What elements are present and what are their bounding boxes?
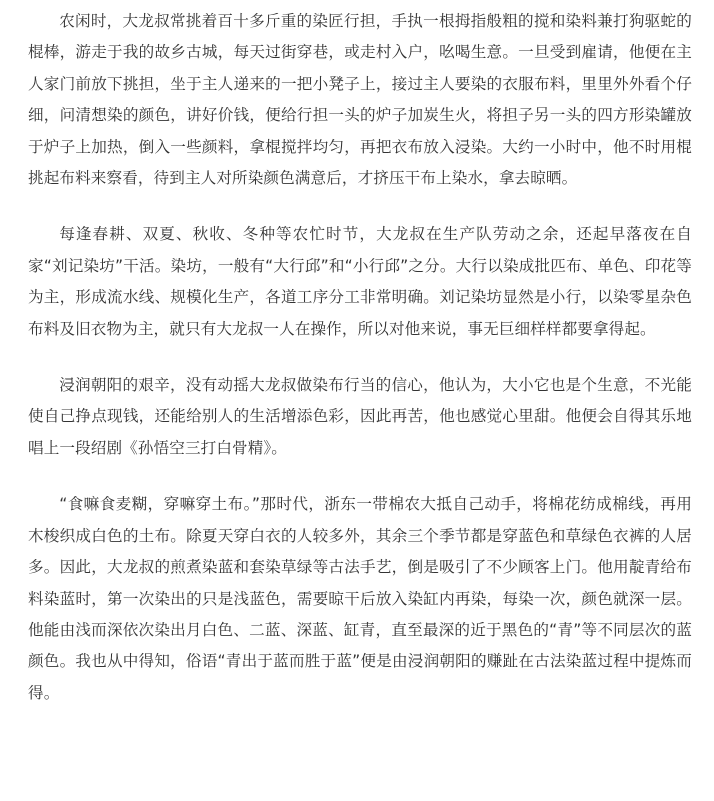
paragraph-3: 浸润朝阳的艰辛，没有动摇大龙叔做染布行当的信心，他认为，大小它也是个生意，不光能使自己挣点现钱，还能给别人的生活增添色彩，因此再苦，他也感觉心里甜。他便会自得其乐地唱上一段绍剧《孙悟空三打白骨精》。 [28, 376, 692, 457]
paragraph-2: 每逢春耕、双夏、秋收、冬种等农忙时节，大龙叔在生产队劳动之余，还起早落夜在自家“刘记染坊”干活。染坊，一般有“大行邱”和“小行邱”之分。大行以染成批匹布、单色、印花等为主，形成流水线、规模化生产，各道工序分工非常明确。刘记染坊显然是小行，以染零星杂色布料及旧衣物为主，就只有大龙叔一人在操作，所以对他来说，事无巨细样样都要拿得起。 [28, 225, 692, 338]
paragraph-4: “食嘛食麦糊，穿嘛穿土布。”那时代，浙东一带棉农大抵自己动手，将棉花纺成棉线，再用木梭织成白色的土布。除夏天穿白衣的人较多外，其余三个季节都是穿蓝色和草绿色衣裤的人居多。因此，大龙叔的煎煮染蓝和套染草绿等古法手艺，倒是吸引了不少顾客上门。他用靛青给布料染蓝时，第一次染出的只是浅蓝色，需要晾干后放入染缸内再染，每染一次，颜色就深一层。他能由浅而深依次染出月白色、二蓝、深蓝、缸青，直至最深的近于黑色的“青”等不同层次的蓝颜色。我也从中得知，俗语“青出于蓝而胜于蓝”便是由浸润朝阳的赚趾在古法染蓝过程中提炼而得。 [28, 495, 692, 702]
paragraph-1: 农闲时，大龙叔常挑着百十多斤重的染匠行担，手执一根拇指般粗的搅和染料兼打狗驱蛇的棍棒，游走于我的故乡古城，每天过街穿巷，或走村入户，吆喝生意。一旦受到雇请，他便在主人家门前放下挑担，坐于主人递来的一把小凳子上，接过主人要染的衣服布料，里里外外看个仔细，问清想染的颜色，讲好价钱，便给行担一头的炉子加炭生火，将担子另一头的四方形染罐放于炉子上加热，倒入一些颜料，拿棍搅拌均匀，再把衣布放入浸染。大约一小时中，他不时用棍挑起布料来察看，待到主人对所染颜色满意后，才挤压干布上染水，拿去晾晒。 [28, 12, 692, 188]
